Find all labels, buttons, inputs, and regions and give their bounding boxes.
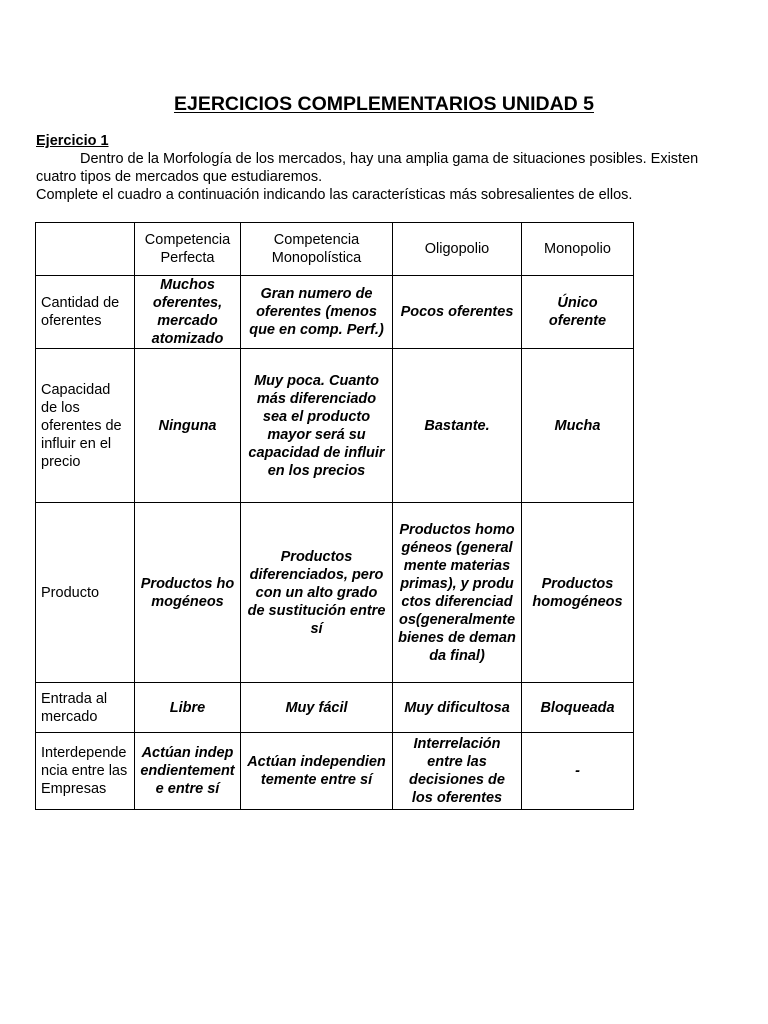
document-title	[0, 92, 768, 116]
intro-paragraph-2: Complete el cuadro a continuación indicando las características más sobresalientes de ellos.	[36, 187, 633, 203]
cell-cantidad-perfecta: Muchos oferentes, mercado atomizado	[135, 276, 241, 349]
exercise-heading: Ejercicio 1	[36, 133, 109, 149]
cell-entrada-monopolistica: Muy fácil	[241, 683, 393, 733]
intro-text	[36, 150, 736, 204]
header-monopolio: Monopolio	[522, 223, 634, 276]
row-label-cantidad: Cantidad de oferentes	[36, 276, 135, 349]
document-title-text: EJERCICIOS COMPLEMENTARIOS UNIDAD 5	[173, 93, 594, 115]
row-label-entrada: Entrada al mercado	[36, 683, 135, 733]
cell-entrada-oligopolio: Muy dificultosa	[393, 683, 522, 733]
cell-capacidad-monopolistica: Muy poca. Cuanto más diferenciado sea el producto mayor será su capacidad de influir en los precios	[241, 349, 393, 503]
header-oligopolio: Oligopolio	[393, 223, 522, 276]
header-competencia-perfecta: Competencia Perfecta	[135, 223, 241, 276]
cell-entrada-monopolio: Bloqueada	[522, 683, 634, 733]
cell-cantidad-monopolio: Único oferente	[522, 276, 634, 349]
cell-producto-oligopolio: Productos homogéneos (generalmente materias primas), y productos diferenciados(generalmente bienes de demanda final)	[393, 503, 522, 683]
market-types-table	[35, 222, 634, 810]
cell-entrada-perfecta: Libre	[135, 683, 241, 733]
table-row-producto	[36, 503, 634, 683]
intro-paragraph-1: Dentro de la Morfología de los mercados, hay una amplia gama de situaciones posibles. Existen cuatro tipos de mercados que estudiaremos.	[36, 151, 699, 185]
cell-interdependencia-perfecta: Actúan independientemente entre sí	[135, 733, 241, 810]
header-competencia-monopolistica: Competencia Monopolística	[241, 223, 393, 276]
cell-interdependencia-monopolio: -	[522, 733, 634, 810]
table-row-entrada	[36, 683, 634, 733]
cell-producto-monopolio: Productos homogéneos	[522, 503, 634, 683]
table-header-row	[36, 223, 634, 276]
row-label-producto: Producto	[36, 503, 135, 683]
cell-capacidad-perfecta: Ninguna	[135, 349, 241, 503]
table-row-capacidad	[36, 349, 634, 503]
cell-cantidad-monopolistica: Gran numero de oferentes (menos que en comp. Perf.)	[241, 276, 393, 349]
cell-cantidad-oligopolio: Pocos oferentes	[393, 276, 522, 349]
row-label-capacidad: Capacidad de los oferentes de influir en el precio	[36, 349, 135, 503]
header-empty-cell	[36, 223, 135, 276]
table-row-cantidad	[36, 276, 634, 349]
cell-producto-monopolistica: Productos diferenciados, pero con un alto grado de sustitución entre sí	[241, 503, 393, 683]
row-label-interdependencia: Interdependencia entre las Empresas	[36, 733, 135, 810]
cell-interdependencia-monopolistica: Actúan independientemente entre sí	[241, 733, 393, 810]
cell-interdependencia-oligopolio: Interrelación entre las decisiones de los oferentes	[393, 733, 522, 810]
cell-capacidad-oligopolio: Bastante.	[393, 349, 522, 503]
cell-producto-perfecta: Productos homogéneos	[135, 503, 241, 683]
cell-capacidad-monopolio: Mucha	[522, 349, 634, 503]
table-row-interdependencia	[36, 733, 634, 810]
